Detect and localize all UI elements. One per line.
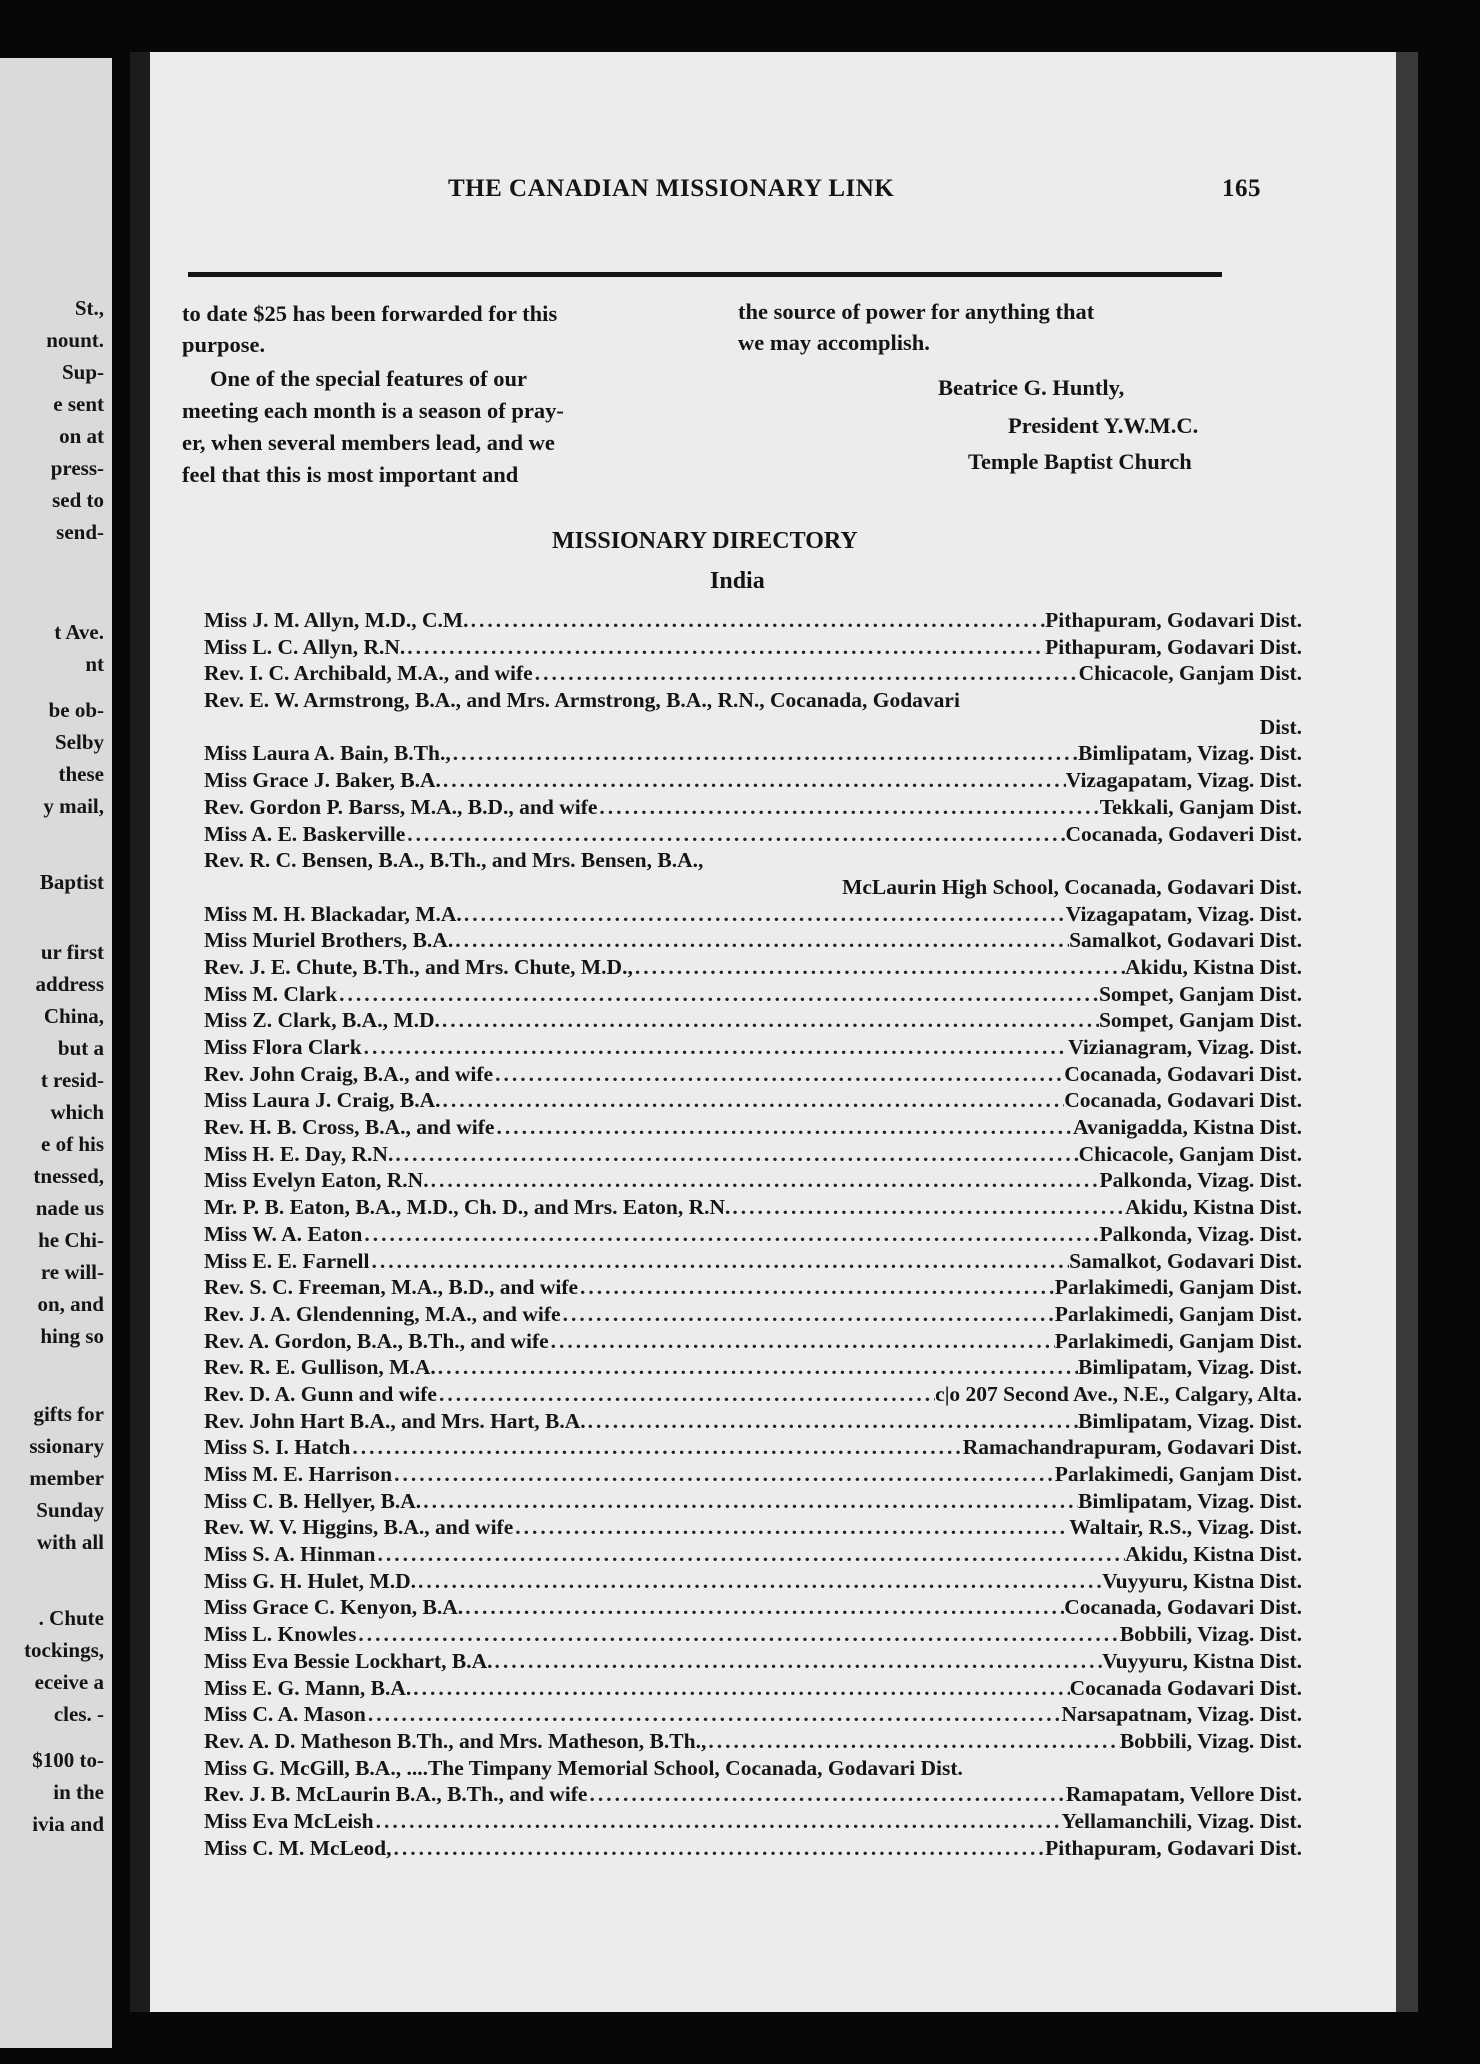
- missionary-name: Rev. D. A. Gunn and wife: [204, 1381, 437, 1406]
- missionary-name: Miss C. B. Hellyer, B.A.: [204, 1488, 422, 1513]
- missionary-name: Miss M. E. Harrison: [204, 1462, 393, 1486]
- adjacent-page-text-line: t resid-: [40, 1068, 104, 1092]
- adjacent-page-text-line: gifts for: [33, 1402, 104, 1426]
- directory-entry: [204, 1569, 1302, 1596]
- directory-entry: [204, 661, 1302, 688]
- dot-leader: [493, 1062, 1064, 1087]
- right-column-line: we may accomplish.: [738, 330, 930, 355]
- adjacent-page-text-line: but a: [57, 1036, 104, 1060]
- dot-leader: [356, 1622, 1120, 1647]
- adjacent-page-text-line: these: [58, 762, 104, 786]
- directory-entry: [204, 1329, 1302, 1356]
- dot-leader: [633, 955, 1125, 980]
- missionary-name: Rev. R. E. Gullison, M.A.: [204, 1355, 436, 1380]
- mission-station: Ramachandrapuram, Godavari Dist.: [962, 1435, 1302, 1460]
- adjacent-page-text-line: tnessed,: [33, 1164, 104, 1188]
- left-column-line: er, when several members lead, and we: [182, 430, 555, 455]
- missionary-name: Rev. H. B. Cross, B.A., and wife: [204, 1115, 495, 1140]
- mission-station: Bobbili, Vizag. Dist.: [1119, 1728, 1302, 1753]
- directory-entry: [204, 1275, 1302, 1302]
- missionary-name: Miss G. H. Hulet, M.D.: [204, 1568, 416, 1593]
- directory-entry: [204, 875, 1302, 902]
- adjacent-page-text-line: . Chute: [38, 1606, 104, 1630]
- missionary-name: Rev. John Craig, B.A., and wife: [204, 1061, 494, 1086]
- missionary-name: Rev. E. W. Armstrong, B.A., and Mrs. Armstrong, B.A., R.N., Cocanada, Godavari: [204, 688, 960, 713]
- directory-entry: [204, 1622, 1302, 1649]
- dot-leader: [578, 1275, 1055, 1300]
- dot-leader: [416, 1569, 1102, 1594]
- mission-station: Bobbili, Vizag. Dist.: [1119, 1622, 1302, 1647]
- directory-entry: [204, 902, 1302, 929]
- dot-leader: [586, 1409, 1078, 1434]
- dot-leader: [369, 1249, 1069, 1274]
- missionary-name: Miss Eva McLeish: [204, 1808, 374, 1833]
- mission-station: Pithapuram, Godavari Dist.: [1045, 608, 1302, 632]
- missionary-name: Miss Grace J. Baker, B.A.: [204, 768, 441, 793]
- directory-entry: [204, 795, 1302, 822]
- mission-station: Vizagapatam, Vizag. Dist.: [1065, 901, 1302, 926]
- dot-leader: [469, 608, 1046, 633]
- directory-entry: [204, 1302, 1302, 1329]
- directory-title: MISSIONARY DIRECTORY: [552, 528, 858, 554]
- adjacent-page-text-line: ur first: [40, 940, 104, 964]
- directory-entry: [204, 1249, 1302, 1276]
- mission-station: Parlakimedi, Ganjam Dist.: [1054, 1275, 1302, 1300]
- dot-leader: [730, 1195, 1125, 1220]
- directory-entry: [204, 1782, 1302, 1809]
- dot-leader: [405, 635, 1045, 660]
- directory-entry: [204, 1515, 1302, 1542]
- dot-leader: [337, 982, 1099, 1007]
- dot-leader: [374, 1809, 1062, 1834]
- directory-entry: [204, 1595, 1302, 1622]
- missionary-name: Miss M. H. Blackadar, M.A.: [204, 901, 462, 926]
- adjacent-page-text-line: which: [50, 1100, 104, 1124]
- missionary-name: Miss A. E. Baskerville: [204, 821, 406, 846]
- adjacent-page-text-line: in the: [53, 1780, 104, 1804]
- adjacent-page-text-line: send-: [56, 520, 104, 544]
- dot-leader: [392, 1462, 1055, 1487]
- directory-entry: [204, 822, 1302, 849]
- mission-station: Parlakimedi, Ganjam Dist.: [1054, 1301, 1302, 1326]
- mission-station: Dist.: [1259, 714, 1302, 739]
- mission-station: Tekkali, Ganjam Dist.: [1099, 794, 1302, 819]
- mission-station: Cocanada, Godavari Dist.: [1064, 1088, 1302, 1113]
- missionary-name: Miss S. A. Hinman: [204, 1542, 376, 1567]
- directory-entry: [204, 1756, 1302, 1783]
- adjacent-page-text-line: nount.: [46, 328, 104, 352]
- dot-leader: [706, 1729, 1119, 1754]
- adjacent-page-text-line: eceive a: [34, 1670, 104, 1694]
- missionary-name: Rev. R. C. Bensen, B.A., B.Th., and Mrs. Bensen, B.A.,: [204, 848, 704, 873]
- directory-entry: [204, 1462, 1302, 1489]
- mission-station: Parlakimedi, Ganjam Dist.: [1054, 1328, 1302, 1353]
- adjacent-page-text-line: press-: [50, 456, 104, 480]
- directory-entry: [204, 1088, 1302, 1115]
- adjacent-page-text-line: address: [35, 972, 104, 996]
- mission-station: Cocanada, Godavari Dist.: [1064, 1061, 1302, 1086]
- dot-leader: [561, 1302, 1055, 1327]
- directory-entry: [204, 1062, 1302, 1089]
- directory-entry: [204, 1355, 1302, 1382]
- adjacent-page-text-line: nade us: [35, 1196, 104, 1220]
- mission-station: Sompet, Ganjam Dist.: [1098, 981, 1302, 1006]
- adjacent-page-text-line: hing so: [40, 1324, 104, 1348]
- dot-leader: [441, 768, 1066, 793]
- directory-entry: [204, 1195, 1302, 1222]
- dot-leader: [436, 1355, 1078, 1380]
- directory-entry: [204, 608, 1302, 635]
- mission-station: Vizagapatam, Vizag. Dist.: [1065, 768, 1302, 793]
- missionary-name: Rev. S. C. Freeman, M.A., B.D., and wife: [204, 1275, 579, 1300]
- missionary-name: Miss L. C. Allyn, R.N.: [204, 634, 406, 659]
- dot-leader: [597, 795, 1099, 820]
- adjacent-page-text-line: e of his: [41, 1132, 104, 1156]
- mission-station: c|o 207 Second Ave., N.E., Calgary, Alta.: [935, 1381, 1302, 1406]
- mission-station: Palkonda, Vizag. Dist.: [1099, 1221, 1302, 1246]
- directory-entry: [204, 1115, 1302, 1142]
- missionary-name: Miss M. Clark: [204, 981, 338, 1006]
- mission-station: McLaurin High School, Cocanada, Godavari Dist.: [842, 874, 1302, 899]
- adjacent-page-text-line: ivia and: [32, 1812, 104, 1836]
- mission-station: Cocanada, Godavari Dist.: [1064, 1595, 1302, 1620]
- mission-station: Vuyyuru, Kistna Dist.: [1102, 1568, 1302, 1593]
- directory-entry: [204, 1542, 1302, 1569]
- adjacent-page-text-line: on at: [59, 424, 104, 448]
- mission-station: Parlakimedi, Ganjam Dist.: [1054, 1462, 1302, 1486]
- adjacent-page-text-line: St.,: [74, 296, 104, 320]
- missionary-name: Miss E. E. Farnell: [204, 1248, 370, 1273]
- directory-entry: [204, 1649, 1302, 1676]
- adjacent-page-text-line: be ob-: [48, 698, 104, 722]
- page-number: 165: [1222, 175, 1261, 202]
- dot-leader: [533, 661, 1079, 686]
- missionary-name: Miss S. I. Hatch: [204, 1435, 351, 1460]
- dot-leader: [463, 1595, 1064, 1620]
- missionary-name: Miss J. M. Allyn, M.D., C.M.: [204, 608, 469, 632]
- mission-station: Vizianagram, Vizag. Dist.: [1068, 1035, 1302, 1059]
- directory-entry: [204, 1008, 1302, 1035]
- signature-title: President Y.W.M.C.: [1008, 413, 1199, 438]
- mission-station: Samalkot, Godavari Dist.: [1069, 1248, 1302, 1273]
- missionary-name: Miss Z. Clark, B.A., M.D.: [204, 1008, 440, 1033]
- dot-leader: [492, 1649, 1102, 1674]
- missionary-name: Rev. J. B. McLaurin B.A., B.Th., and wife: [204, 1782, 588, 1807]
- adjacent-page-text-line: nt: [85, 652, 104, 676]
- mission-station: Akidu, Kistna Dist.: [1125, 954, 1302, 979]
- dot-leader: [393, 1142, 1078, 1167]
- missionary-name: Miss W. A. Eaton: [204, 1221, 363, 1246]
- left-column-line: One of the special features of our: [210, 366, 528, 391]
- dot-leader: [549, 1329, 1055, 1354]
- missionary-directory-list: [204, 608, 1302, 1862]
- mission-station: Akidu, Kistna Dist.: [1125, 1195, 1302, 1220]
- mission-station: Pithapuram, Godavari Dist.: [1045, 1835, 1302, 1860]
- missionary-name: Miss C. A. Mason: [204, 1702, 366, 1727]
- mission-station: Cocanada Godavari Dist.: [1069, 1675, 1302, 1700]
- missionary-name: Miss C. M. McLeod,: [204, 1835, 392, 1860]
- directory-entry: [204, 1409, 1302, 1436]
- dot-leader: [437, 1382, 935, 1407]
- missionary-name: Miss Laura J. Craig, B.A.: [204, 1088, 441, 1113]
- missionary-name: Rev. A. D. Matheson B.Th., and Mrs. Matheson, B.Th.,: [204, 1728, 707, 1753]
- adjacent-page-text-line: member: [29, 1466, 104, 1490]
- directory-entry: [204, 1702, 1302, 1729]
- adjacent-page-text-line: cles. -: [53, 1702, 104, 1726]
- directory-entry: [204, 982, 1302, 1009]
- dot-leader: [494, 1115, 1073, 1140]
- left-column-line: to date $25 has been forwarded for this: [182, 301, 558, 326]
- directory-entry: [204, 768, 1302, 795]
- directory-entry: [204, 1836, 1302, 1863]
- missionary-name: Miss Laura A. Bain, B.Th.,: [204, 741, 451, 766]
- adjacent-page-text-line: Sup-: [61, 360, 104, 384]
- adjacent-page-text-line: Baptist: [39, 870, 104, 894]
- missionary-name: Miss L. Knowles: [204, 1622, 357, 1647]
- directory-entry: [204, 1676, 1302, 1703]
- mission-station: Narsapatnam, Vizag. Dist.: [1061, 1702, 1302, 1727]
- dot-leader: [441, 1088, 1065, 1113]
- directory-entry: [204, 1809, 1302, 1836]
- missionary-name: Rev. W. V. Higgins, B.A., and wife: [204, 1515, 514, 1540]
- mission-station: Akidu, Kistna Dist.: [1125, 1542, 1302, 1567]
- directory-entry: [204, 688, 1302, 715]
- running-header-title: THE CANADIAN MISSIONARY LINK: [448, 175, 895, 202]
- missionary-name: Miss Grace C. Kenyon, B.A.: [204, 1595, 464, 1620]
- adjacent-page-text-line: on, and: [37, 1292, 104, 1316]
- signature-name: Beatrice G. Huntly,: [938, 375, 1125, 400]
- mission-station: Bimlipatam, Vizag. Dist.: [1078, 1488, 1302, 1513]
- adjacent-page-text-line: he Chi-: [38, 1228, 104, 1252]
- mission-station: Avanigadda, Kistna Dist.: [1073, 1115, 1302, 1140]
- dot-leader: [587, 1782, 1065, 1807]
- adjacent-page-text-line: y mail,: [43, 794, 104, 818]
- mission-station: Bimlipatam, Vizag. Dist.: [1078, 741, 1302, 766]
- directory-entry: [204, 1142, 1302, 1169]
- dot-leader: [392, 1836, 1046, 1861]
- directory-entry: [204, 955, 1302, 982]
- adjacent-page-text-line: sed to: [52, 488, 104, 512]
- directory-entry: [204, 741, 1302, 768]
- adjacent-page-text-line: $100 to-: [32, 1748, 104, 1772]
- missionary-name: Rev. J. A. Glendenning, M.A., and wife: [204, 1301, 561, 1326]
- directory-subtitle: India: [710, 568, 765, 594]
- mission-station: Samalkot, Godavari Dist.: [1069, 928, 1302, 953]
- directory-entry: [204, 1435, 1302, 1462]
- missionary-name: Miss Flora Clark: [204, 1035, 362, 1059]
- mission-station: Palkonda, Vizag. Dist.: [1099, 1168, 1302, 1193]
- missionary-name: Mr. P. B. Eaton, B.A., M.D., Ch. D., and Mrs. Eaton, R.N.: [204, 1195, 731, 1220]
- directory-entry: [204, 1035, 1302, 1062]
- dot-leader: [362, 1035, 1068, 1060]
- left-column-line: purpose.: [182, 332, 266, 357]
- adjacent-page-text-line: China,: [43, 1004, 104, 1028]
- mission-station: Bimlipatam, Vizag. Dist.: [1078, 1355, 1302, 1380]
- mission-station: Yellamanchili, Vizag. Dist.: [1061, 1808, 1302, 1833]
- missionary-name: Rev. I. C. Archibald, M.A., and wife: [204, 661, 533, 686]
- directory-entry: [204, 1382, 1302, 1409]
- directory-entry: [204, 1222, 1302, 1249]
- directory-entry: [204, 635, 1302, 662]
- missionary-name: Rev. A. Gordon, B.A., B.Th., and wife: [204, 1328, 549, 1353]
- left-column-line: feel that this is most important and: [182, 462, 519, 487]
- directory-entry: [204, 1489, 1302, 1516]
- directory-entry: [204, 928, 1302, 955]
- mission-station: Ramapatam, Vellore Dist.: [1065, 1782, 1302, 1807]
- adjacent-page-text-line: e sent: [53, 392, 104, 416]
- left-column-line: meeting each month is a season of pray-: [182, 398, 564, 423]
- mission-station: Bimlipatam, Vizag. Dist.: [1078, 1408, 1302, 1433]
- missionary-name: Miss Muriel Brothers, B.A.: [204, 928, 454, 953]
- missionary-name: Miss E. G. Mann, B.A.: [204, 1675, 412, 1700]
- missionary-name: Miss H. E. Day, R.N.: [204, 1141, 394, 1166]
- dot-leader: [440, 1008, 1099, 1033]
- adjacent-page-text-line: with all: [36, 1530, 104, 1554]
- mission-station: Waltair, R.S., Vizag. Dist.: [1069, 1515, 1302, 1540]
- adjacent-page-text-line: re will-: [40, 1260, 104, 1284]
- mission-station: Pithapuram, Godavari Dist.: [1045, 634, 1302, 659]
- missionary-name: Miss Eva Bessie Lockhart, B.A.: [204, 1648, 493, 1673]
- mission-station: Chicacole, Ganjam Dist.: [1078, 661, 1302, 686]
- dot-leader: [405, 822, 1065, 847]
- adjacent-page-text-line: Sunday: [36, 1498, 104, 1522]
- dot-leader: [421, 1489, 1078, 1514]
- directory-entry: [204, 1168, 1302, 1195]
- mission-station: Sompet, Ganjam Dist.: [1098, 1008, 1302, 1033]
- adjacent-page-text-line: tockings,: [24, 1638, 104, 1662]
- adjacent-page-text-line: ssionary: [29, 1434, 104, 1458]
- dot-leader: [375, 1542, 1125, 1567]
- mission-station: Vuyyuru, Kistna Dist.: [1102, 1648, 1302, 1673]
- directory-entry: [204, 715, 1302, 742]
- directory-entry: [204, 848, 1302, 875]
- page-right-edge: [1396, 52, 1418, 2012]
- mission-station: Chicacole, Ganjam Dist.: [1078, 1141, 1302, 1166]
- missionary-name: Rev. J. E. Chute, B.Th., and Mrs. Chute, M.D.,: [204, 954, 633, 979]
- mission-station: Cocanada, Godaveri Dist.: [1065, 821, 1302, 846]
- dot-leader: [362, 1222, 1099, 1247]
- dot-leader: [451, 741, 1078, 766]
- missionary-name: Rev. John Hart B.A., and Mrs. Hart, B.A.: [204, 1408, 586, 1433]
- dot-leader: [411, 1676, 1069, 1701]
- right-column-line: the source of power for anything that: [738, 299, 1095, 324]
- header-rule: [188, 272, 1222, 277]
- directory-entry: [204, 1729, 1302, 1756]
- signature-church: Temple Baptist Church: [968, 449, 1192, 474]
- dot-leader: [453, 928, 1069, 953]
- adjacent-page-fragment: [0, 58, 112, 2048]
- adjacent-page-text-line: t Ave.: [54, 620, 104, 644]
- dot-leader: [429, 1168, 1100, 1193]
- missionary-name: Miss G. McGill, B.A., ....The Timpany Memorial School, Cocanada, Godavari Dist.: [204, 1755, 963, 1780]
- adjacent-page-text-line: Selby: [54, 730, 104, 754]
- dot-leader: [513, 1515, 1069, 1540]
- dot-leader: [350, 1435, 962, 1460]
- dot-leader: [366, 1702, 1061, 1727]
- dot-leader: [462, 902, 1066, 927]
- missionary-name: Miss Evelyn Eaton, R.N.: [204, 1168, 429, 1193]
- missionary-name: Rev. Gordon P. Barss, M.A., B.D., and wife: [204, 794, 598, 819]
